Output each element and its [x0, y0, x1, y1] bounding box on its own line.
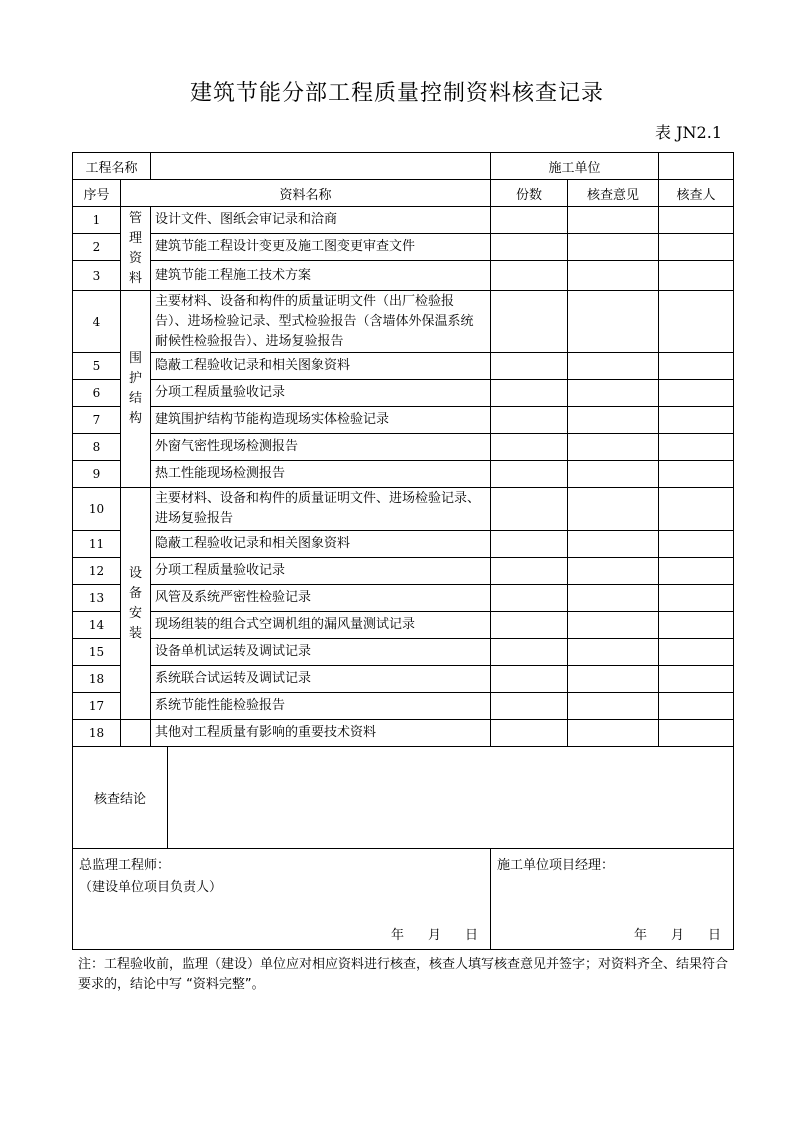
category-envelope [121, 291, 151, 488]
checker-cell[interactable] [659, 612, 734, 639]
form-code: 表 JN2.1 [655, 123, 722, 142]
table-row [73, 207, 734, 234]
category-label-envelope: 围护结构 [128, 351, 142, 426]
doc-name: 外窗气密性现场检测报告 [151, 434, 491, 461]
form-title: 建筑节能分部工程质量控制资料核查记录 [189, 81, 604, 106]
category-label-equipment: 设备安装 [128, 565, 142, 641]
table-row [73, 639, 734, 666]
row-number: 7 [73, 407, 121, 434]
header-row [73, 153, 734, 180]
table-row [73, 488, 734, 531]
checker-cell[interactable] [659, 207, 734, 234]
conclusion-label: 核查结论 [73, 747, 168, 849]
row-number: 6 [73, 380, 121, 407]
opinion-cell[interactable] [568, 261, 659, 291]
contractor-pm-signature[interactable] [491, 849, 734, 950]
supervisor-date [367, 924, 478, 943]
copies-header: 份数 [491, 180, 568, 207]
opinion-cell[interactable] [568, 407, 659, 434]
doc-name: 主要材料、设备和构件的质量证明文件（出厂检验报告）、进场检验记录、型式检验报告（含墙体外保温系统耐候性检验报告）、进场复验报告 [151, 291, 491, 353]
row-number: 1 [73, 207, 121, 234]
signature-row [73, 849, 734, 950]
doc-name: 风管及系统严密性检验记录 [151, 585, 491, 612]
contractor-value[interactable] [659, 153, 734, 180]
table-row [73, 666, 734, 693]
copies-cell[interactable] [491, 693, 568, 720]
copies-cell[interactable] [491, 207, 568, 234]
footnote: 注：工程验收前，监理（建设）单位应对相应资料进行核查，核查人填写核查意见并签字；对资料齐全、结果符合要求的，结论中写 “资料完整”。 [78, 957, 729, 992]
checker-cell[interactable] [659, 291, 734, 353]
project-name-label: 工程名称 [73, 153, 151, 180]
doc-name: 设计文件、图纸会审记录和洽商 [151, 207, 491, 234]
table-row [73, 720, 734, 747]
opinion-cell[interactable] [568, 461, 659, 488]
day-label: 日 [465, 928, 479, 943]
doc-name: 现场组装的组合式空调机组的漏风量测试记录 [151, 612, 491, 639]
checker-cell[interactable] [659, 461, 734, 488]
year-label: 年 [633, 928, 647, 943]
table-row [73, 531, 734, 558]
row-number: 18 [73, 666, 121, 693]
conclusion-row [73, 747, 734, 849]
table-row [73, 261, 734, 291]
contractor-pm-label: 施工单位项目经理： [497, 858, 615, 873]
table-row [73, 434, 734, 461]
doc-name: 建筑围护结构节能构造现场实体检验记录 [151, 407, 491, 434]
row-number: 12 [73, 558, 121, 585]
supervisor-signature[interactable] [73, 849, 491, 950]
doc-name: 分项工程质量验收记录 [151, 380, 491, 407]
opinion-cell[interactable] [568, 434, 659, 461]
copies-cell[interactable] [491, 585, 568, 612]
contractor-date [610, 924, 721, 943]
copies-cell[interactable] [491, 612, 568, 639]
opinion-cell[interactable] [568, 558, 659, 585]
doc-name: 系统节能性能检验报告 [151, 693, 491, 720]
category-empty [121, 720, 151, 747]
row-number: 10 [73, 488, 121, 531]
row-number: 5 [73, 353, 121, 380]
doc-name: 设备单机试运转及调试记录 [151, 639, 491, 666]
project-name-value[interactable] [151, 153, 491, 180]
category-management [121, 207, 151, 291]
column-header-row [73, 180, 734, 207]
month-label: 月 [427, 928, 441, 943]
category-equipment [121, 488, 151, 720]
supervisor-label: 总监理工程师： [79, 858, 171, 873]
doc-name: 系统联合试运转及调试记录 [151, 666, 491, 693]
checker-cell[interactable] [659, 585, 734, 612]
doc-name: 主要材料、设备和构件的质量证明文件、进场检验记录、进场复验报告 [151, 488, 491, 531]
checker-cell[interactable] [659, 693, 734, 720]
checker-cell[interactable] [659, 531, 734, 558]
row-number: 14 [73, 612, 121, 639]
checker-cell[interactable] [659, 488, 734, 531]
checker-cell[interactable] [659, 234, 734, 261]
doc-name: 其他对工程质量有影响的重要技术资料 [151, 720, 491, 747]
checker-cell[interactable] [659, 434, 734, 461]
copies-cell[interactable] [491, 380, 568, 407]
row-number: 9 [73, 461, 121, 488]
conclusion-field[interactable] [168, 747, 734, 849]
month-label: 月 [671, 928, 685, 943]
copies-cell[interactable] [491, 461, 568, 488]
table-row [73, 693, 734, 720]
opinion-cell[interactable] [568, 612, 659, 639]
copies-cell[interactable] [491, 639, 568, 666]
table-row [73, 612, 734, 639]
copies-cell[interactable] [491, 407, 568, 434]
seq-header: 序号 [73, 180, 121, 207]
copies-cell[interactable] [491, 291, 568, 353]
opinion-cell[interactable] [568, 207, 659, 234]
copies-cell[interactable] [491, 488, 568, 531]
checker-cell[interactable] [659, 720, 734, 747]
opinion-cell[interactable] [568, 639, 659, 666]
row-number: 17 [73, 693, 121, 720]
day-label: 日 [708, 928, 722, 943]
copies-cell[interactable] [491, 434, 568, 461]
copies-cell[interactable] [491, 531, 568, 558]
checker-cell[interactable] [659, 639, 734, 666]
checker-cell[interactable] [659, 558, 734, 585]
copies-cell[interactable] [491, 558, 568, 585]
checker-header: 核查人 [659, 180, 734, 207]
opinion-cell[interactable] [568, 380, 659, 407]
doc-name: 分项工程质量验收记录 [151, 558, 491, 585]
copies-cell[interactable] [491, 261, 568, 291]
copies-cell[interactable] [491, 353, 568, 380]
opinion-cell[interactable] [568, 720, 659, 747]
owner-representative-label: （建设单位项目负责人） [79, 880, 223, 895]
checker-cell[interactable] [659, 407, 734, 434]
doc-name: 热工性能现场检测报告 [151, 461, 491, 488]
doc-name: 隐蔽工程验收记录和相关图象资料 [151, 353, 491, 380]
inspection-table [72, 152, 734, 950]
table-row [73, 380, 734, 407]
category-label-management: 管理资料 [128, 210, 142, 286]
table-row [73, 234, 734, 261]
doc-name-header: 资料名称 [121, 180, 491, 207]
opinion-cell[interactable] [568, 666, 659, 693]
row-number: 11 [73, 531, 121, 558]
table-row [73, 353, 734, 380]
copies-cell[interactable] [491, 234, 568, 261]
doc-name: 建筑节能工程施工技术方案 [151, 261, 491, 291]
opinion-cell[interactable] [568, 693, 659, 720]
table-row [73, 558, 734, 585]
row-number: 13 [73, 585, 121, 612]
table-row [73, 407, 734, 434]
row-number: 18 [73, 720, 121, 747]
row-number: 4 [73, 291, 121, 353]
row-number: 15 [73, 639, 121, 666]
copies-cell[interactable] [491, 666, 568, 693]
opinion-cell[interactable] [568, 488, 659, 531]
table-row [73, 585, 734, 612]
opinion-cell[interactable] [568, 531, 659, 558]
opinion-cell[interactable] [568, 585, 659, 612]
checker-cell[interactable] [659, 353, 734, 380]
opinion-cell[interactable] [568, 353, 659, 380]
row-number: 2 [73, 234, 121, 261]
opinion-cell[interactable] [568, 234, 659, 261]
row-number: 3 [73, 261, 121, 291]
doc-name: 隐蔽工程验收记录和相关图象资料 [151, 531, 491, 558]
checker-cell[interactable] [659, 380, 734, 407]
checker-cell[interactable] [659, 666, 734, 693]
opinion-cell[interactable] [568, 291, 659, 353]
table-row [73, 461, 734, 488]
checker-cell[interactable] [659, 261, 734, 291]
year-label: 年 [390, 928, 404, 943]
doc-name: 建筑节能工程设计变更及施工图变更审查文件 [151, 234, 491, 261]
row-number: 8 [73, 434, 121, 461]
table-row [73, 291, 734, 353]
copies-cell[interactable] [491, 720, 568, 747]
opinion-header: 核查意见 [568, 180, 659, 207]
contractor-label: 施工单位 [491, 153, 659, 180]
